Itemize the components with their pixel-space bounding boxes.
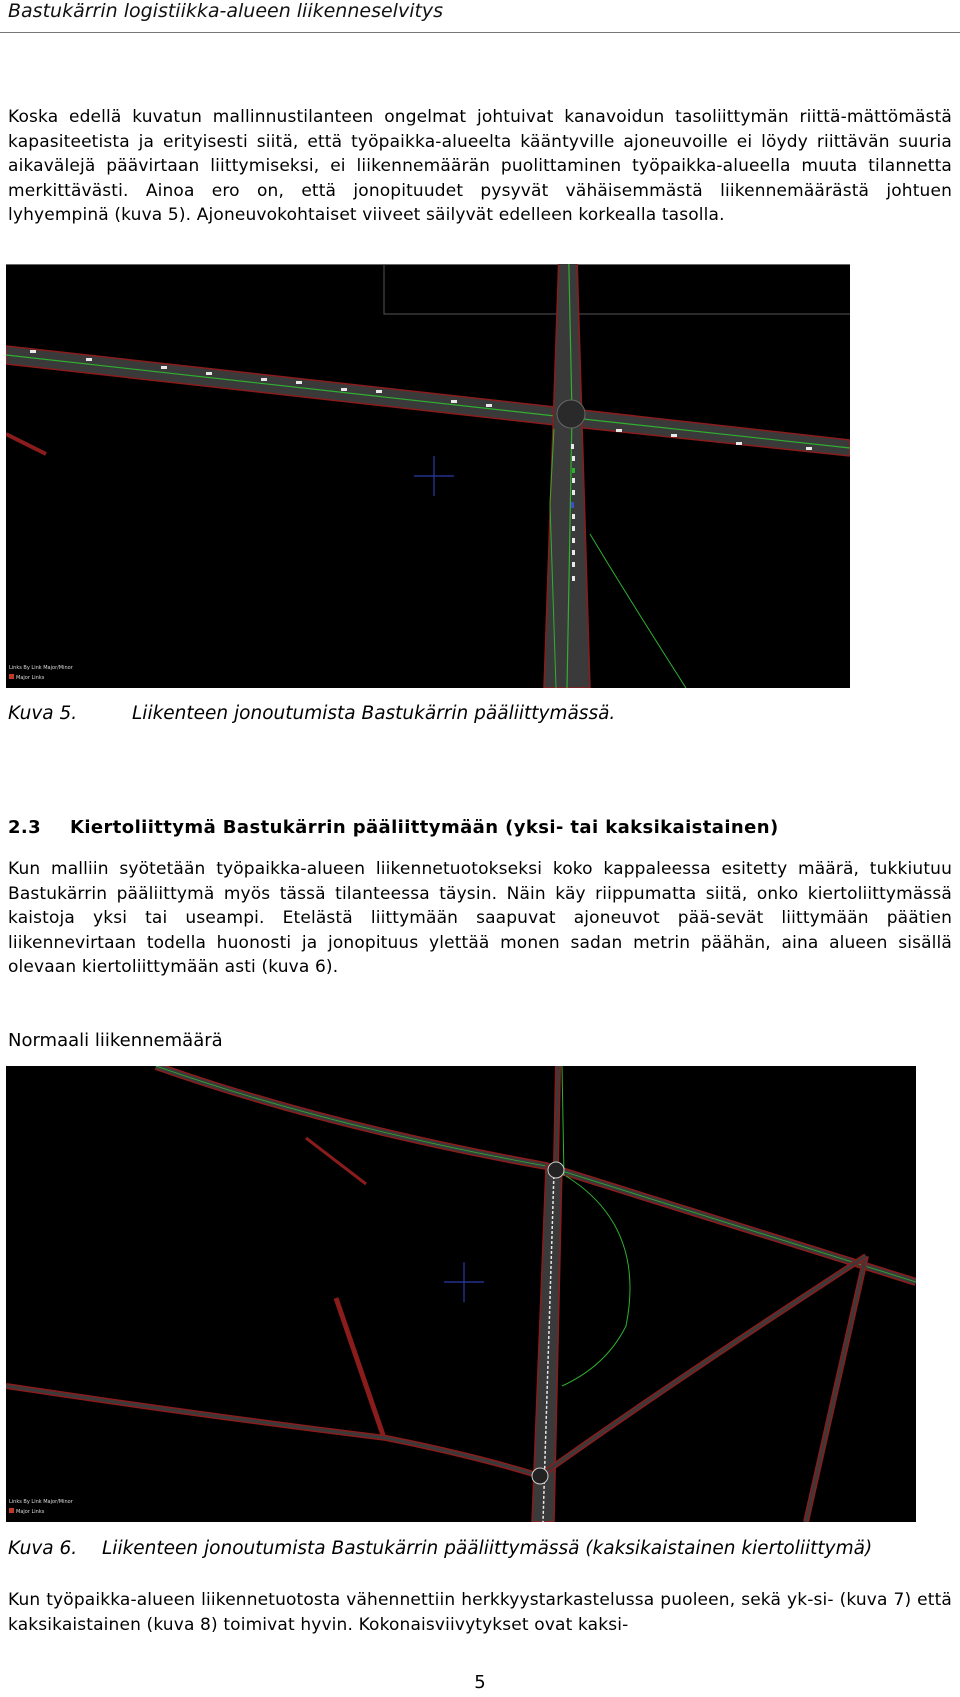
figure-5-legend-title: Links By Link Major/Minor: [9, 665, 73, 671]
main-road-edge: [156, 1066, 916, 1282]
main-road-centerline: [6, 355, 850, 448]
left-minor-road: [6, 434, 46, 454]
figure-6-simulation-screenshot: [6, 1066, 916, 1522]
subheading: Normaali liikennemäärä: [8, 1030, 223, 1051]
figure-6-map: [6, 1066, 916, 1522]
crosshair-marker: [414, 456, 454, 496]
figure-5-map: [6, 264, 850, 688]
legend-swatch: [9, 1508, 14, 1513]
section-title: Kiertoliittymä Bastukärrin pääliittymään (yksi- tai kaksikaistainen): [70, 817, 779, 838]
figure-5-simulation-screenshot: [6, 264, 850, 688]
figure-6-legend-item: Major Links: [16, 1509, 45, 1515]
roundabout-south: [532, 1468, 548, 1484]
section-heading: [8, 817, 779, 838]
section-number: 2.3: [8, 817, 42, 838]
header-divider: [0, 32, 960, 33]
minor-road-left: [336, 1298, 384, 1438]
figure-6-caption-number: Kuva 6.: [8, 1538, 78, 1559]
north-road-fill: [556, 1066, 558, 1166]
lower-road: [6, 1386, 540, 1476]
figure-5-caption-text: Liikenteen jonoutumista Bastukärrin pääliittymässä.: [132, 703, 616, 724]
right-road-fill: [806, 1256, 866, 1522]
figure-5-caption-number: Kuva 5.: [8, 703, 78, 724]
right-green-curve: [590, 534, 686, 688]
closing-paragraph: [8, 1588, 952, 1637]
page-number: 5: [474, 1672, 486, 1693]
intro-paragraph-text: Koska edellä kuvatun mallinnustilanteen ongelmat johtuivat kanavoidun tasoliittymän riittä-mättömästä kapasiteetista ja erityisesti siitä, että työpaikka-alueelta kääntyville ajoneuvoille ei löydy riittävän suuria aikavälejä päävirtaan liittymiseksi, ei liikennemäärän puolittaminen työpaikka-alueella muuta tilannetta merkittävästi. Ainoa ero on, että jonopituudet pysyvät vähäisemmästä liikennemäärästä johtuen lyhyempinä (kuva 5). Ajoneuvokohtaiset viiveet säilyvät edelleen korkealla tasolla.: [8, 107, 952, 225]
main-road: [6, 346, 850, 456]
minor-road-diagonal: [306, 1138, 366, 1184]
area-outline: [384, 264, 850, 314]
figure-6-caption-text: Liikenteen jonoutumista Bastukärrin pääliittymässä (kaksikaistainen kiertoliittymä): [102, 1538, 873, 1559]
crossing-road: [544, 264, 590, 688]
figure-6-legend-title: Links By Link Major/Minor: [9, 1499, 73, 1505]
legend-swatch: [9, 674, 14, 679]
section-paragraph-text: Kun malliin syötetään työpaikka-alueen liikennetuotokseksi koko kappaleessa esitetty määrä, tukkiutuu Bastukärrin pääliittymä myös tässä tilanteessa täysin. Näin käy riippumatta siitä, onko kiertoliittymässä kaistoja yksi tai useampi. Etelästä liittymään saapuvat ajoneuvot pää-sevät liittymään päätien liikennevirtaan todella huonosti ja jonopituus ylettää monen sadan metrin päähän, aina alueen sisällä olevaan kiertoliittymään asti (kuva 6).: [8, 859, 952, 977]
green-path-north: [562, 1066, 564, 1176]
junction-node: [557, 400, 585, 428]
green-path-right: [562, 1176, 630, 1386]
figure-6-caption: [8, 1538, 872, 1559]
crosshair-marker: [444, 1262, 484, 1302]
document-header: Bastukärrin logistiikka-alueen liikenneselvitys: [8, 0, 444, 22]
closing-paragraph-text: Kun työpaikka-alueen liikennetuotosta vähennettiin herkkyystarkastelussa puoleen, sekä yk-si- (kuva 7) että kaksikaistainen (kuva 8) toimivat hyvin. Kokonaisviivytykset ovat kaksi-: [8, 1590, 952, 1635]
section-paragraph: [8, 857, 952, 980]
intro-paragraph: [8, 105, 952, 228]
roundabout-main: [548, 1162, 564, 1178]
figure-5-legend-item: Major Links: [16, 675, 45, 681]
figure-5-caption: [8, 703, 615, 724]
